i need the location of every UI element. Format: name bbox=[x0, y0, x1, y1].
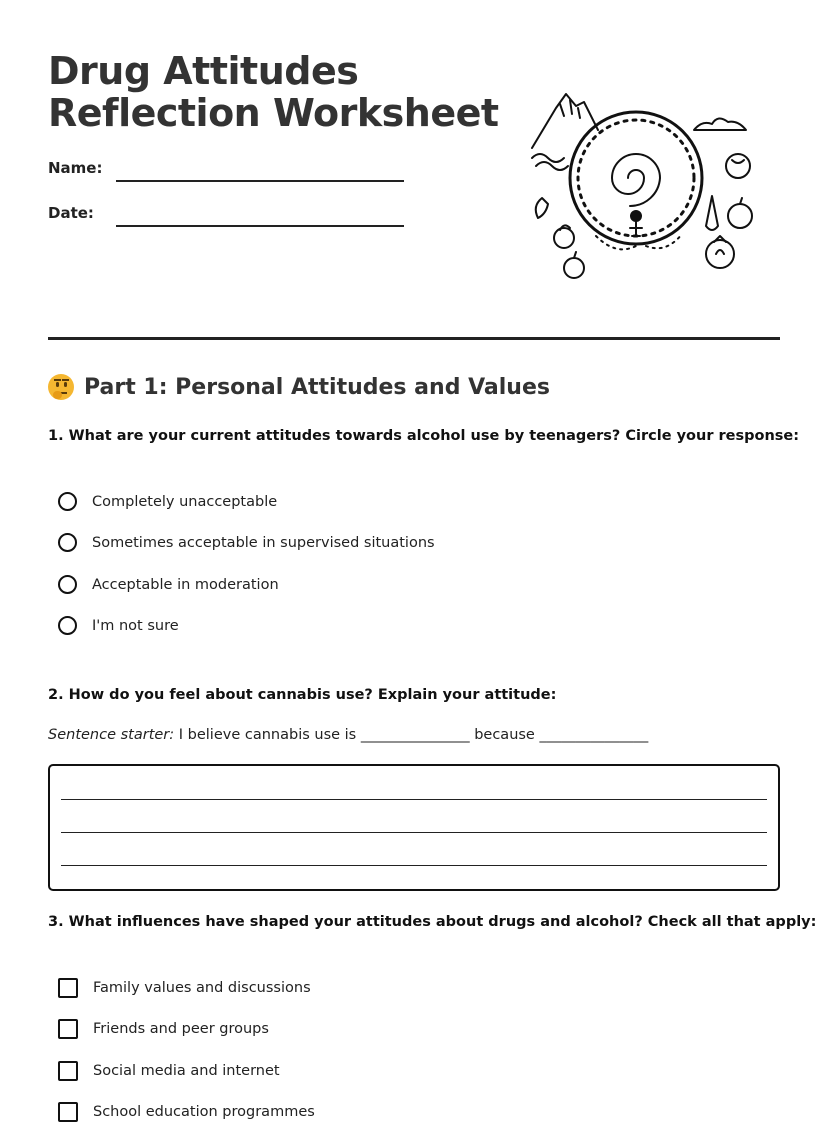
q1-option-label: Sometimes acceptable in supervised situations bbox=[92, 534, 435, 551]
q3-option-label: Friends and peer groups bbox=[93, 1021, 269, 1037]
checkbox[interactable] bbox=[58, 1102, 78, 1122]
name-label: Name: bbox=[48, 159, 103, 177]
q1-option-label: Acceptable in moderation bbox=[92, 576, 279, 593]
q1-option[interactable] bbox=[58, 533, 435, 552]
name-field[interactable] bbox=[116, 180, 404, 182]
part1-heading bbox=[48, 374, 550, 400]
q1-option-label: Completely unacceptable bbox=[92, 493, 278, 510]
title-line-1: Drug Attitudes bbox=[48, 49, 359, 93]
question-1: 1. What are your current attitudes towards alcohol use by teenagers? Circle your response: bbox=[48, 428, 800, 444]
q3-option[interactable] bbox=[58, 1061, 280, 1081]
checkbox[interactable] bbox=[58, 1061, 78, 1081]
sentence-starter bbox=[48, 727, 648, 743]
radio-button[interactable] bbox=[58, 533, 77, 552]
q1-option[interactable] bbox=[58, 575, 279, 594]
nature-cycle-illustration-icon bbox=[526, 86, 762, 280]
date-label: Date: bbox=[48, 204, 94, 222]
q1-option-label: I'm not sure bbox=[92, 617, 179, 634]
radio-button[interactable] bbox=[58, 492, 77, 511]
q2-answer-box[interactable] bbox=[48, 764, 780, 891]
section-divider bbox=[48, 337, 780, 340]
q3-option-label: School education programmes bbox=[93, 1104, 315, 1120]
radio-button[interactable] bbox=[58, 616, 77, 635]
q3-option[interactable] bbox=[58, 1019, 269, 1039]
checkbox[interactable] bbox=[58, 978, 78, 998]
checkbox[interactable] bbox=[58, 1019, 78, 1039]
q1-option[interactable] bbox=[58, 616, 179, 635]
title-line-2: Reflection Worksheet bbox=[48, 91, 499, 135]
question-2: 2. How do you feel about cannabis use? Explain your attitude: bbox=[48, 687, 557, 703]
q3-option[interactable] bbox=[58, 978, 311, 998]
q3-option-label: Social media and internet bbox=[93, 1063, 280, 1079]
part1-title: Part 1: Personal Attitudes and Values bbox=[84, 374, 550, 400]
thinking-face-icon bbox=[48, 374, 74, 400]
answer-line bbox=[61, 832, 767, 833]
q1-option[interactable] bbox=[58, 492, 277, 511]
worksheet-title bbox=[48, 50, 499, 134]
radio-button[interactable] bbox=[58, 575, 77, 594]
date-field[interactable] bbox=[116, 225, 404, 227]
sentence-starter-text: I believe cannabis use is _______________ because _______________ bbox=[174, 727, 649, 743]
sentence-starter-label: Sentence starter: bbox=[48, 727, 175, 743]
answer-line bbox=[61, 799, 767, 800]
answer-line bbox=[61, 865, 767, 866]
question-3: 3. What influences have shaped your attitudes about drugs and alcohol? Check all that apply: bbox=[48, 914, 817, 930]
q3-option-label: Family values and discussions bbox=[93, 980, 311, 996]
q3-option[interactable] bbox=[58, 1102, 315, 1122]
